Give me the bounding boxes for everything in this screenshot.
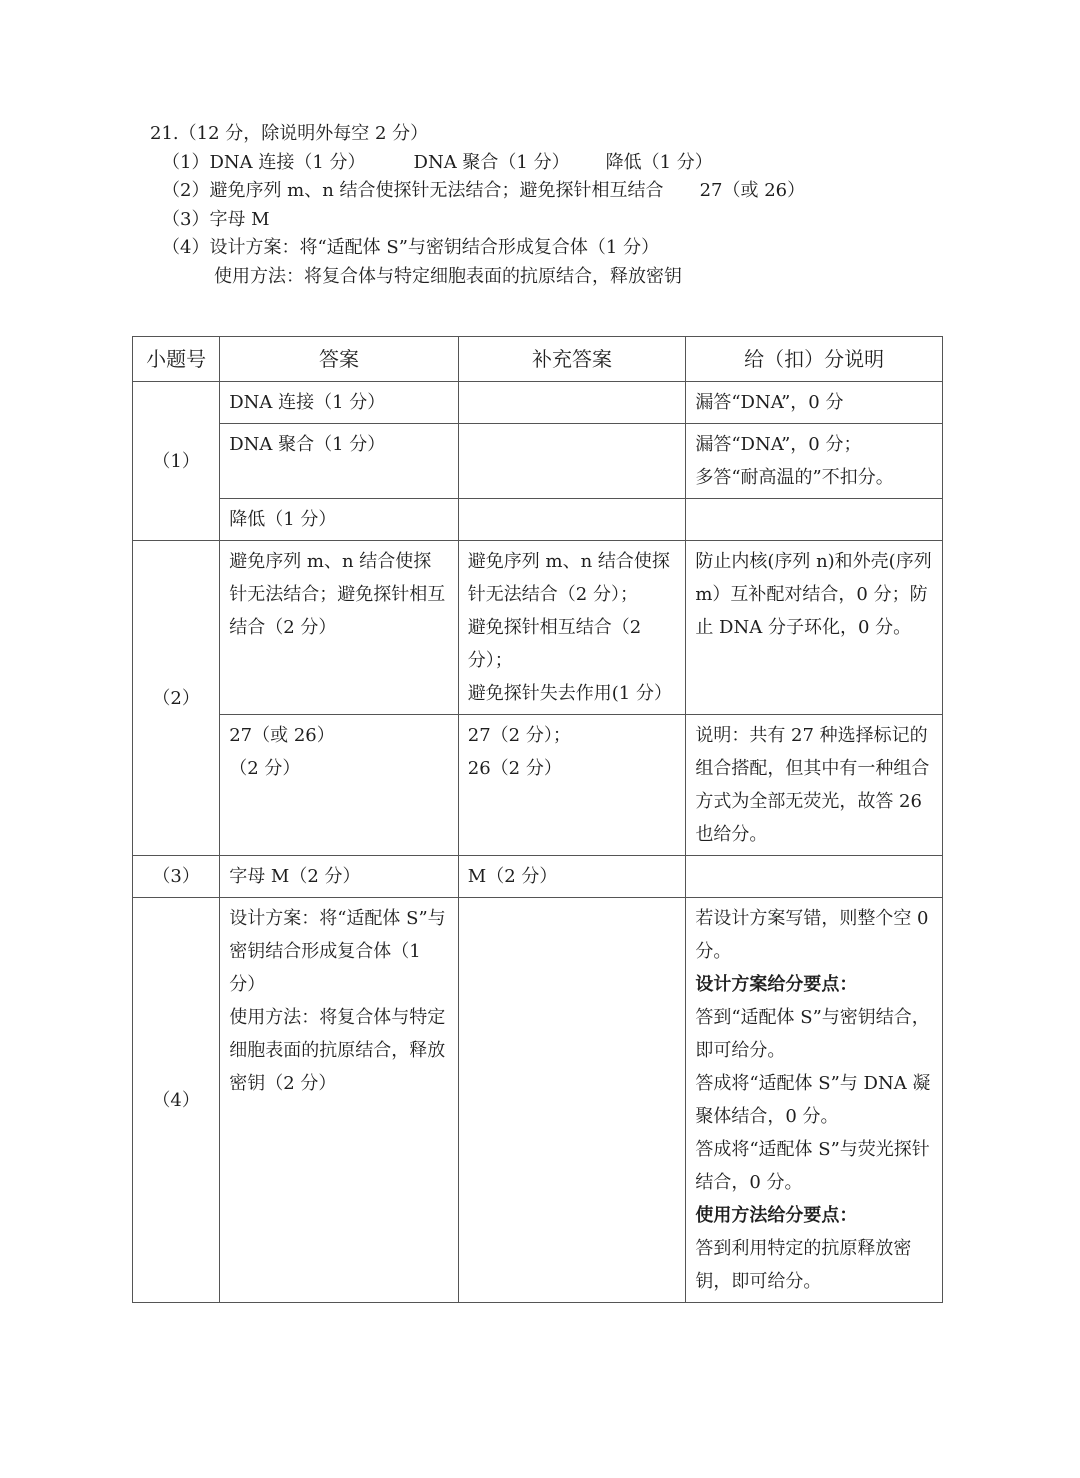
answer-line-5: 使用方法：将复合体与特定细胞表面的抗原结合，释放密钥 <box>214 265 682 287</box>
q4-answer-2: 使用方法：将复合体与特定细胞表面的抗原结合，释放密钥（2 分） <box>229 1007 446 1094</box>
q4-note <box>686 898 943 1303</box>
q4-answer <box>220 898 459 1303</box>
q1-r1-answer: DNA 连接（1 分） <box>220 382 459 424</box>
q4-note-7: 答到利用特定的抗原释放密钥，即可给分。 <box>695 1238 912 1292</box>
table-row <box>133 382 943 424</box>
q4-note-6: 使用方法给分要点： <box>695 1205 858 1226</box>
q1-r1-supp <box>458 382 686 424</box>
answer-line-4: （4）设计方案：将“适配体 S”与密钥结合形成复合体（1 分） <box>162 237 660 259</box>
q4-supp <box>458 898 686 1303</box>
header-answer: 答案 <box>220 337 459 382</box>
q3-supp: M（2 分） <box>458 856 686 898</box>
table-row <box>133 499 943 541</box>
q2-r2-supp-2: 26（2 分） <box>467 758 562 779</box>
q2-r2-supp <box>458 715 686 856</box>
q2-label: （2） <box>133 541 220 856</box>
q1-r3-answer: 降低（1 分） <box>220 499 459 541</box>
q4-note-2: 设计方案给分要点： <box>695 974 858 995</box>
q2-r2-answer-2: （2 分） <box>229 758 301 779</box>
table-row <box>133 541 943 715</box>
answer-line-1 <box>150 149 950 178</box>
q2-r1-note: 防止内核(序列 n)和外壳(序列 m）互补配对结合，0 分；防止 DNA 分子环化，0 分。 <box>686 541 943 715</box>
q4-label: （4） <box>133 898 220 1303</box>
answer-summary <box>150 120 950 292</box>
answer-1-3: 降低（1 分） <box>605 151 713 173</box>
q2-r1-supp <box>458 541 686 715</box>
q1-r3-note <box>686 499 943 541</box>
q2-r2-supp-1: 27（2 分）； <box>467 725 571 746</box>
scoring-table <box>132 336 943 1303</box>
q1-r3-supp <box>458 499 686 541</box>
q2-r2-note: 说明：共有 27 种选择标记的组合搭配，但其中有一种组合方式为全部无荧光，故答 26 也给分。 <box>686 715 943 856</box>
q1-r1-note: 漏答“DNA”，0 分 <box>686 382 943 424</box>
q3-note <box>686 856 943 898</box>
table-row <box>133 898 943 1303</box>
table-row <box>133 715 943 856</box>
q4-note-4: 答成将“适配体 S”与 DNA 凝聚体结合，0 分。 <box>695 1073 931 1127</box>
q2-r1-supp-1: 避免序列 m、n 结合使探针无法结合（2 分）； <box>467 551 670 605</box>
q4-note-5: 答成将“适配体 S”与荧光探针结合，0 分。 <box>695 1139 930 1193</box>
table-header-row <box>133 337 943 382</box>
header-notes: 给（扣）分说明 <box>686 337 943 382</box>
q2-r1-supp-3: 避免探针失去作用(1 分） <box>467 683 672 704</box>
q1-label: （1） <box>133 382 220 541</box>
header-qno: 小题号 <box>133 337 220 382</box>
q2-r2-answer-1: 27（或 26） <box>229 725 335 746</box>
q4-note-3: 答到“适配体 S”与密钥结合，即可给分。 <box>695 1007 930 1061</box>
q3-answer: 字母 M（2 分） <box>220 856 459 898</box>
answer-1-2: DNA 聚合（1 分） <box>413 151 570 173</box>
q3-label: （3） <box>133 856 220 898</box>
q2-r1-answer: 避免序列 m、n 结合使探针无法结合；避免探针相互结合（2 分） <box>220 541 459 715</box>
q2-r1-supp-2: 避免探针相互结合（2 分）； <box>467 617 642 671</box>
q4-note-1: 若设计方案写错，则整个空 0 分。 <box>695 908 929 962</box>
answer-1-1: （1）DNA 连接（1 分） <box>162 151 366 173</box>
answer-2-1: （2）避免序列 m、n 结合使探针无法结合；避免探针相互结合 <box>162 180 664 202</box>
q1-r2-supp <box>458 424 686 499</box>
question-title: 21.（12 分，除说明外每空 2 分） <box>150 123 429 144</box>
q2-r2-answer <box>220 715 459 856</box>
q4-answer-1: 设计方案：将“适配体 S”与密钥结合形成复合体（1 分） <box>229 908 446 995</box>
q1-r2-note-1: 漏答“DNA”，0 分； <box>695 434 862 455</box>
answer-2-2: 27（或 26） <box>699 180 806 202</box>
q1-r2-note <box>686 424 943 499</box>
table-row <box>133 424 943 499</box>
q1-r2-answer: DNA 聚合（1 分） <box>220 424 459 499</box>
q1-r2-note-2: 多答“耐高温的”不扣分。 <box>695 467 894 488</box>
answer-line-2 <box>150 177 950 206</box>
answer-line-3: （3）字母 M <box>162 208 270 230</box>
header-supplement: 补充答案 <box>458 337 686 382</box>
table-row <box>133 856 943 898</box>
